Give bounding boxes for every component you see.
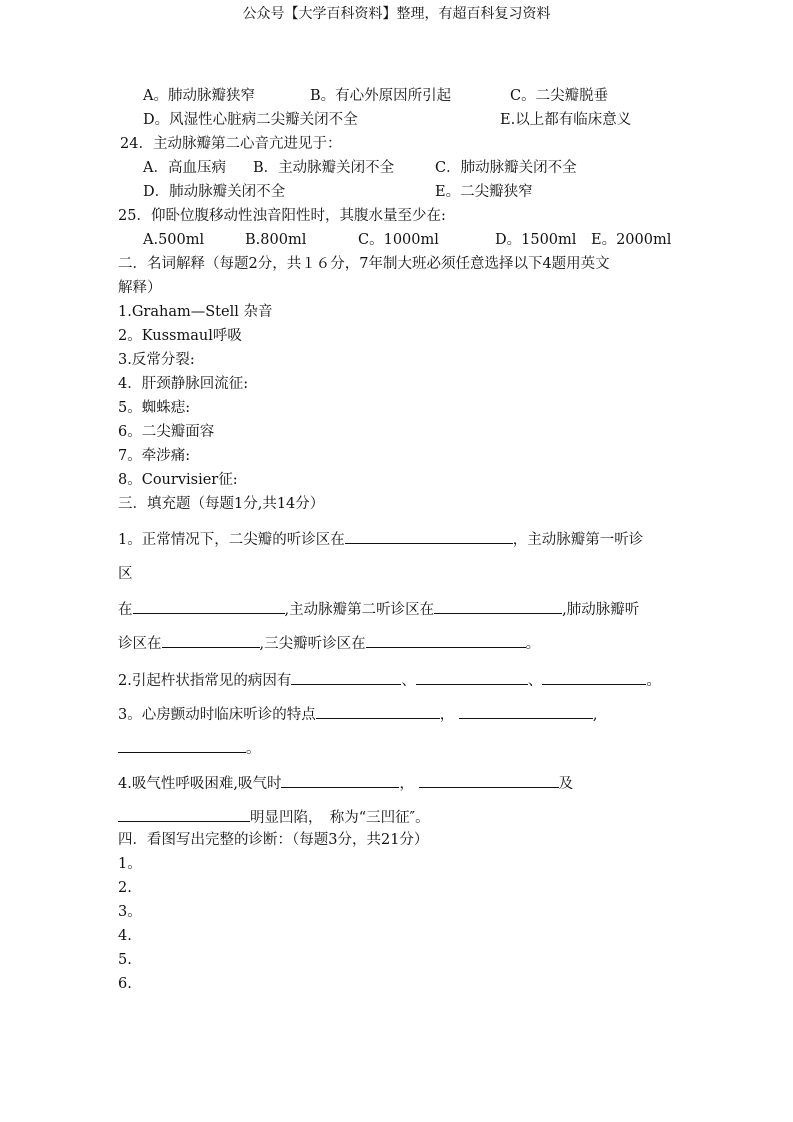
text: , — [592, 707, 598, 723]
text: ,主动脉瓣第二听诊区在 — [284, 602, 435, 618]
term-item: 5。蜘蛛痣: — [118, 400, 191, 416]
option-e: E。二尖瓣狭窄 — [435, 184, 533, 200]
diagnosis-item: 3。 — [118, 904, 142, 920]
term-item: 8。Courvisier征: — [118, 472, 238, 488]
text: 。 — [246, 741, 261, 757]
option-c: C．肺动脉瓣关闭不全 — [435, 160, 577, 176]
answer-blank[interactable] — [345, 529, 513, 544]
text: 在 — [118, 602, 133, 618]
fill-q1-line2: 区 — [118, 566, 133, 582]
diagnosis-item: 4. — [118, 928, 132, 944]
diagnosis-item: 2. — [118, 880, 132, 896]
text: 1。正常情况下，二尖瓣的听诊区在 — [118, 532, 345, 548]
answer-blank[interactable] — [162, 633, 260, 648]
fill-q1-line4 — [118, 633, 540, 651]
term-item: 7。牵涉痛: — [118, 448, 191, 464]
option-e: E。2000ml — [591, 232, 672, 248]
fill-q1-line3 — [118, 599, 639, 617]
answer-blank[interactable] — [118, 807, 250, 822]
text: 及 — [558, 776, 574, 792]
text: ,肺动脉瓣听 — [562, 602, 640, 618]
fill-q2 — [118, 670, 661, 688]
text: ,三尖瓣听诊区在 — [259, 636, 366, 652]
answer-blank[interactable] — [416, 670, 528, 685]
text: 2.引起杵状指常见的病因有 — [118, 673, 292, 689]
q25-stem: 25．仰卧位腹移动性浊音阳性时，其腹水量至少在: — [118, 208, 446, 224]
answer-blank[interactable] — [291, 670, 401, 685]
diagnosis-item: 5. — [118, 952, 132, 968]
text: 、 — [401, 673, 416, 689]
answer-blank[interactable] — [434, 599, 562, 614]
term-item: 4．肝颈静脉回流征: — [118, 376, 249, 392]
term-item: 2。Kussmaul呼吸 — [118, 328, 242, 344]
text: ，主动脉瓣第一听诊 — [512, 532, 644, 548]
term-item: 3.反常分裂: — [118, 352, 195, 368]
answer-blank[interactable] — [419, 773, 559, 788]
option-c: C。1000ml — [358, 232, 439, 248]
answer-blank[interactable] — [118, 738, 246, 753]
option-c: C。二尖瓣脱垂 — [510, 88, 609, 104]
q24-stem: 24．主动脉瓣第二心音亢进见于： — [120, 136, 342, 152]
answer-blank[interactable] — [459, 704, 593, 719]
section2-title-cont: 解释） — [118, 280, 162, 296]
text: 诊区在 — [118, 636, 162, 652]
q23-options-row2 — [143, 111, 703, 129]
fill-q3-cont — [118, 738, 261, 756]
section3-title: 三．填充题（每题1分,共14分） — [118, 496, 325, 512]
answer-blank[interactable] — [366, 633, 526, 648]
term-item: 1.Graham—Stell 杂音 — [118, 304, 273, 320]
text: ， — [399, 776, 414, 792]
section4-title: 四．看图写出完整的诊断：（每题3分，共21分） — [118, 832, 429, 848]
term-item: 6。二尖瓣面容 — [118, 424, 215, 440]
fill-q1-line1 — [118, 529, 643, 547]
option-e: E.以上都有临床意义 — [500, 112, 632, 128]
option-b: B．主动脉瓣关闭不全 — [253, 160, 395, 176]
q24-options-row1 — [143, 159, 703, 177]
option-d: D．肺动脉瓣关闭不全 — [143, 184, 286, 200]
section2-title: 二．名词解释（每题2分，共１６分，7年制大班必须任意选择以下4题用英文 — [118, 256, 610, 272]
option-a: A.500ml — [143, 232, 205, 248]
diagnosis-item: 6. — [118, 976, 132, 992]
option-a: A。肺动脉瓣狭窄 — [143, 88, 255, 104]
q25-options — [143, 231, 703, 249]
fill-q4-cont — [118, 807, 430, 825]
text: 。 — [525, 636, 541, 652]
option-b: B。有心外原因所引起 — [310, 88, 452, 104]
text: 3。心房颤动时临床听诊的特点 — [118, 707, 316, 723]
option-b: B.800ml — [245, 232, 307, 248]
text: 、 — [527, 673, 543, 689]
fill-q4 — [118, 773, 573, 791]
option-d: D。1500ml — [495, 232, 577, 248]
answer-blank[interactable] — [316, 704, 440, 719]
answer-blank[interactable] — [133, 599, 285, 614]
text: 。 — [646, 673, 661, 689]
q23-options-row1 — [143, 87, 703, 105]
page-header: 公众号【大学百科资料】整理，有超百科复习资料 — [242, 6, 551, 22]
fill-q3 — [118, 704, 597, 722]
answer-blank[interactable] — [281, 773, 399, 788]
option-a: A．高血压病 — [143, 160, 226, 176]
q24-options-row2 — [143, 183, 703, 201]
text: ， — [439, 707, 455, 723]
answer-blank[interactable] — [542, 670, 646, 685]
option-d: D。风湿性心脏病二尖瓣关闭不全 — [143, 112, 358, 128]
text: 4.吸气性呼吸困难,吸气时 — [118, 776, 282, 792]
diagnosis-item: 1。 — [118, 856, 142, 872]
text: 明显凹陷， 称为“三凹征″。 — [250, 810, 430, 826]
